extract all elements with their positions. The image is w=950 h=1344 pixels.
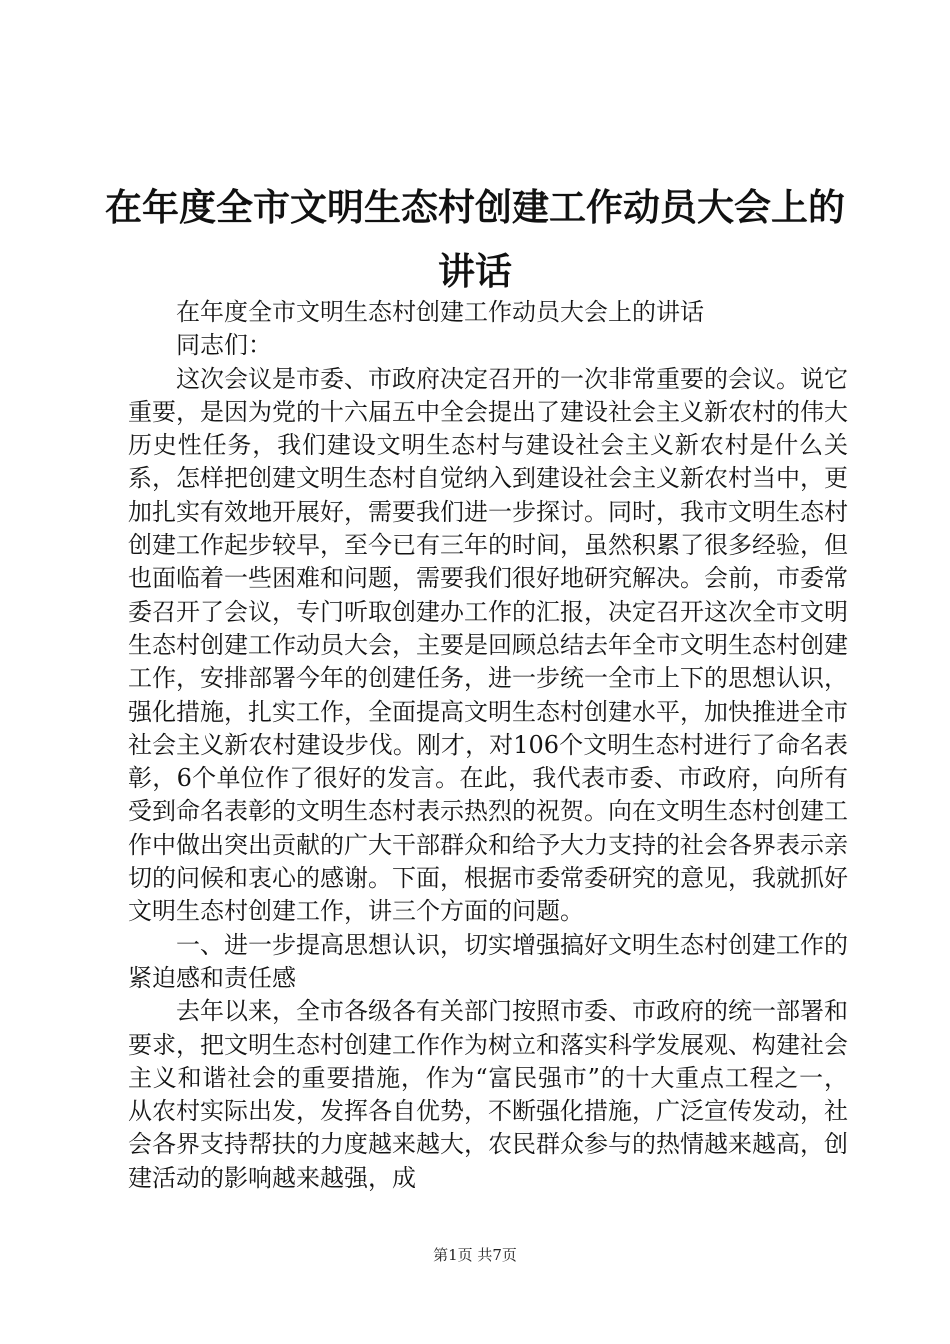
body-paragraph: 这次会议是市委、市政府决定召开的一次非常重要的会议。说它重要，是因为党的十六届五中全会提出了建设社会主义新农村的伟大历史性任务，我们建设文明生态村与建设社会主义新农村是什么关系，怎样把创建文明生态村自觉纳入到建设社会主义新农村当中，更加扎实有效地开展好，需要我们进一步探讨。同时，我市文明生态村创建工作起步较早，至今已有三年的时间，虽然积累了很多经验，但也面临着一些困难和问题，需要我们很好地研究解决。会前，市委常委召开了会议，专门听取创建办工作的汇报，决定召开这次全市文明生态村创建工作动员大会，主要是回顾总结去年全市文明生态村创建工作，安排部署今年的创建任务，进一步统一全市上下的思想认识，强化措施，扎实工作，全面提高文明生态村创建水平，加快推进全市社会主义新农村建设步伐。刚才，对106个文明生态村进行了命名表彰，6个单位作了很好的发言。在此，我代表市委、市政府，向所有受到命名表彰的文明生态村表示热烈的祝贺。向在文明生态村创建工作中做出突出贡献的广大干部群众和给予大力支持的社会各界表示亲切的问候和衷心的感谢。下面，根据市委常委研究的意见，我就抓好文明生态村创建工作，讲三个方面的问题。: [128, 364, 848, 926]
section-heading: 一、进一步提高思想认识，切实增强搞好文明生态村创建工作的紧迫感和责任感: [128, 930, 848, 992]
document-body: [128, 296, 848, 1195]
document-title: [100, 176, 850, 304]
body-paragraph: 去年以来，全市各级各有关部门按照市委、市政府的统一部署和要求，把文明生态村创建工作作为树立和落实科学发展观、构建社会主义和谐社会的重要措施，作为“富民强市”的十大重点工程之一，从农村实际出发，发挥各自优势，不断强化措施，广泛宣传发动，社会各界支持帮扶的力度越来越大，农民群众参与的热情越来越高，创建活动的影响越来越强，成: [128, 997, 848, 1192]
page-number-footer: 第1页 共7页: [433, 1246, 517, 1264]
salutation-paragraph: 同志们：: [176, 331, 272, 360]
title-line-2: 讲话: [438, 250, 512, 293]
subtitle-paragraph: 在年度全市文明生态村创建工作动员大会上的讲话: [176, 298, 704, 326]
title-line-1: 在年度全市文明生态村创建工作动员大会上的: [105, 186, 845, 229]
